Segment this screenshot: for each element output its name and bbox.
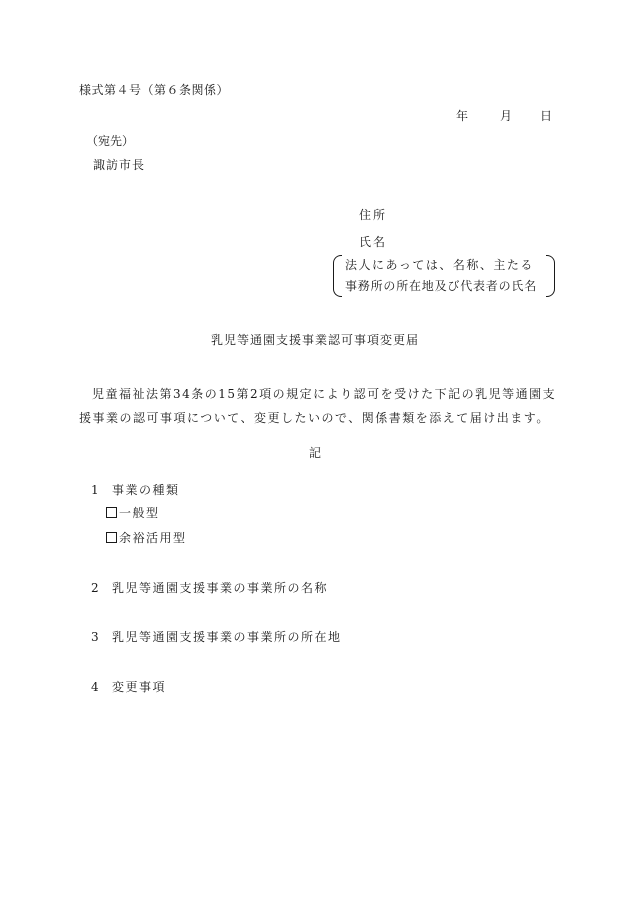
date-year-label: 年 <box>456 109 469 123</box>
addressee-name: 諏訪市長 <box>93 158 146 172</box>
item-1 <box>91 483 180 497</box>
option-spare-capacity[interactable] <box>106 531 187 545</box>
item-number: 3 <box>91 630 101 644</box>
form-number: 様式第４号（第６条関係） <box>79 83 230 97</box>
ki-heading: 記 <box>308 446 321 460</box>
item-label: 事業の種類 <box>112 483 180 497</box>
item-label: 変更事項 <box>112 680 167 694</box>
corporation-note-line-1: 法人にあっては、名称、主たる <box>345 258 534 272</box>
addressee-label: （宛先） <box>86 134 135 148</box>
right-bracket <box>546 255 555 297</box>
date-day-label: 日 <box>540 109 553 123</box>
date-month-label: 月 <box>500 109 513 123</box>
item-number: 1 <box>91 483 101 497</box>
name-label: 氏名 <box>359 235 388 249</box>
item-label: 乳児等通園支援事業の事業所の名称 <box>112 581 329 595</box>
checkbox-icon[interactable] <box>106 507 117 518</box>
document-title: 乳児等通園支援事業認可事項変更届 <box>210 333 419 347</box>
option-label: 余裕活用型 <box>119 531 187 545</box>
body-text: 児童福祉法第34条の15第2項の規定により認可を受けた下記の乳児等通園支援事業の認可事項について、変更したいので、関係書類を添えて届け出ます。 <box>79 387 557 425</box>
corporation-note <box>333 255 555 297</box>
item-number: 2 <box>91 581 101 595</box>
item-number: 4 <box>91 680 101 694</box>
checkbox-icon[interactable] <box>106 532 117 543</box>
option-general[interactable] <box>106 506 160 520</box>
address-label: 住所 <box>359 208 388 222</box>
body-paragraph <box>79 382 559 430</box>
item-label: 乳児等通園支援事業の事業所の所在地 <box>112 630 342 644</box>
option-label: 一般型 <box>119 506 160 520</box>
item-2 <box>91 581 328 595</box>
item-3 <box>91 630 342 644</box>
item-4 <box>91 680 166 694</box>
left-bracket <box>333 255 342 297</box>
corporation-note-line-2: 事務所の所在地及び代表者の氏名 <box>345 279 538 293</box>
